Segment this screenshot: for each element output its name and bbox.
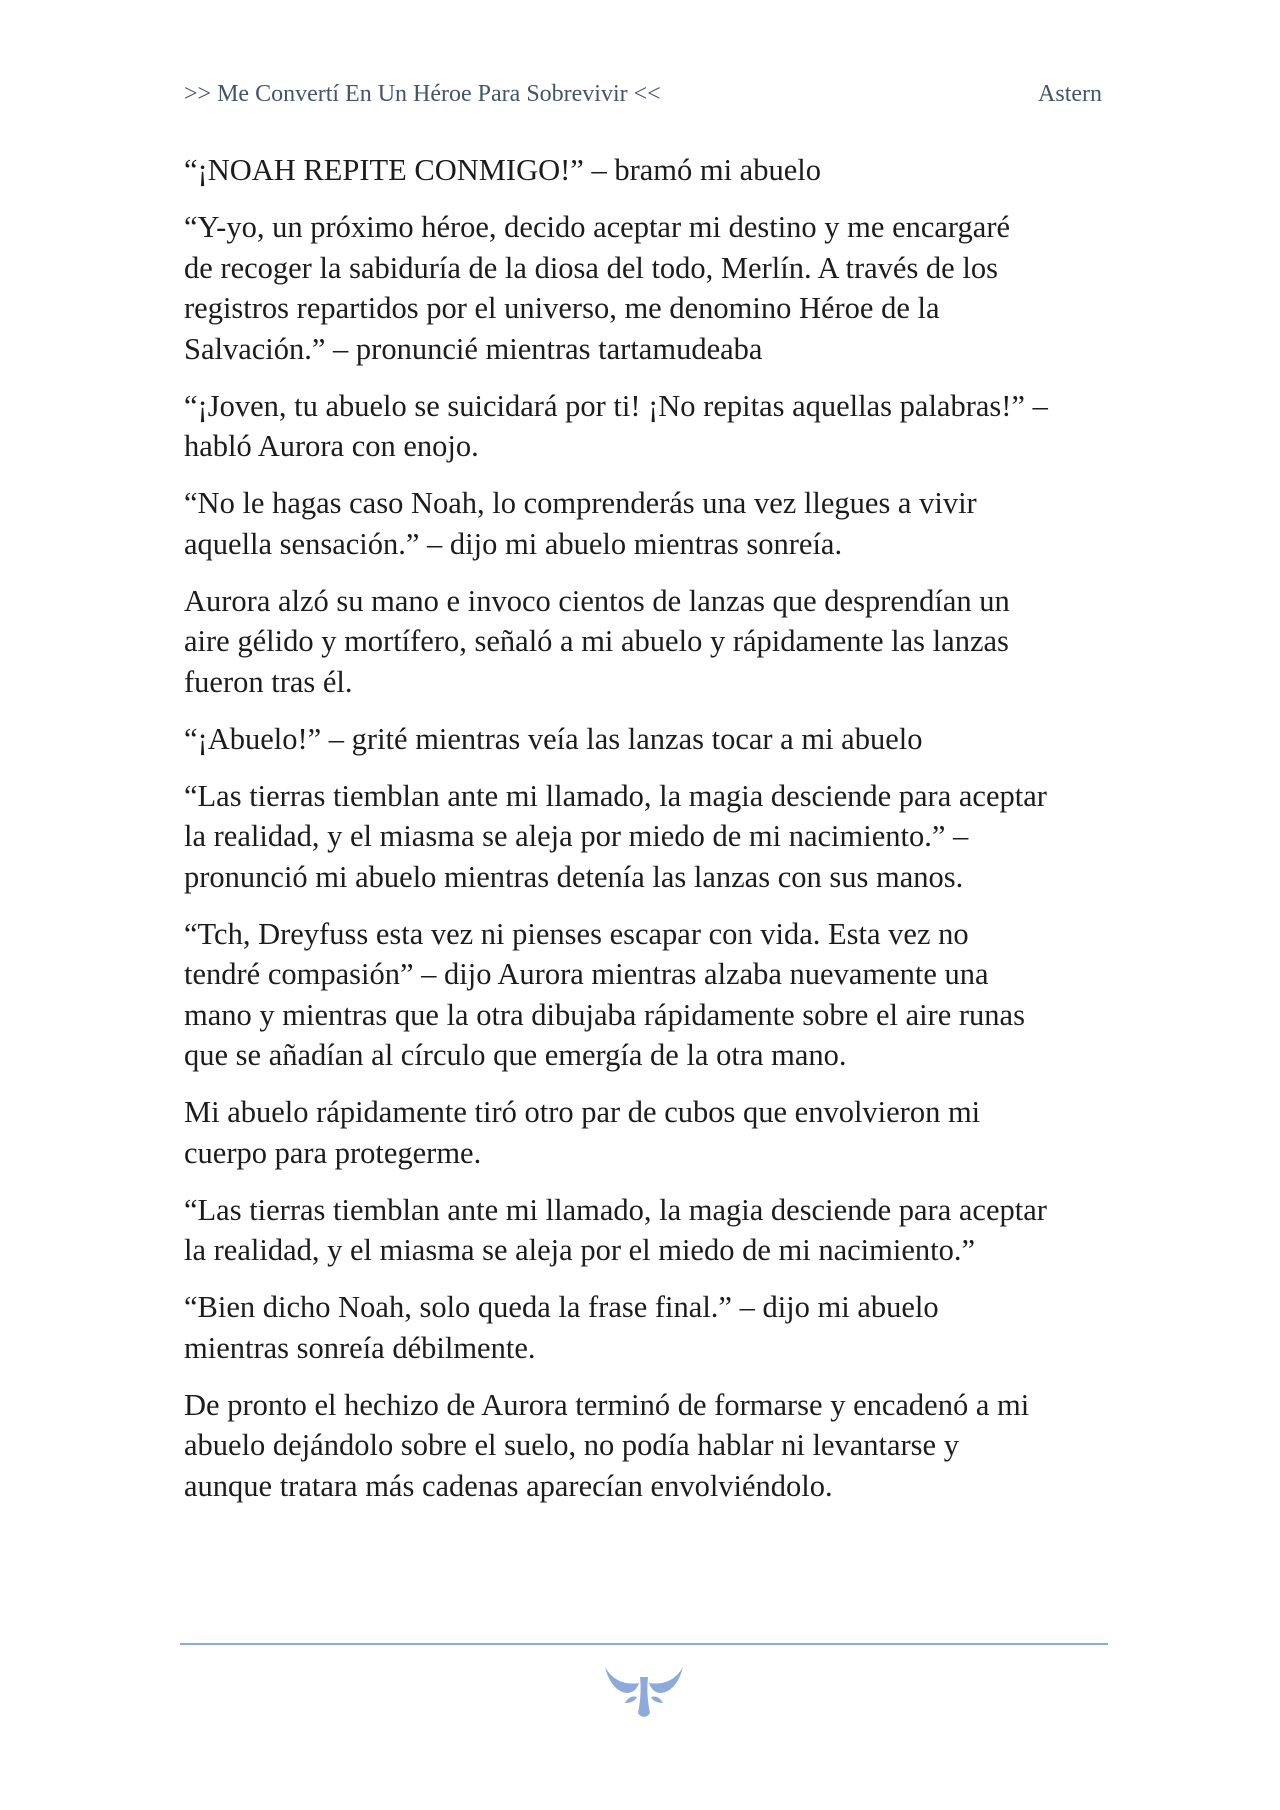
paragraph: Mi abuelo rápidamente tiró otro par de cubos que envolvieron mi cuerpo para protegerme. bbox=[184, 1095, 981, 1170]
paragraph: “¡NOAH REPITE CONMIGO!” – bramó mi abuelo bbox=[184, 153, 821, 187]
floral-ornament-icon bbox=[603, 1663, 685, 1719]
paragraph: “¡Joven, tu abuelo se suicidará por ti! ¡No repitas aquellas palabras!” – habló Aurora con enojo. bbox=[184, 388, 1048, 463]
book-title: >> Me Convertí En Un Héroe Para Sobrevivir << bbox=[184, 80, 661, 107]
footer-divider bbox=[180, 1643, 1108, 1645]
paragraph: “Tch, Dreyfuss esta vez ni pienses escapar con vida. Esta vez no tendré compasión” – dijo Aurora mientras alzaba nuevamente una mano y mientras que la otra dibujaba rápidamente sobre el aire runas que se añadían al círculo que emergía de la otra mano. bbox=[184, 916, 1025, 1072]
paragraph: “¡Abuelo!” – grité mientras veía las lanzas tocar a mi abuelo bbox=[184, 721, 923, 756]
paragraph: “Y-yo, un próximo héroe, decido aceptar mi destino y me encargaré de recoger la sabiduría de la diosa del todo, Merlín. A través de los registros repartidos por el universo, me denomino Héroe de la Salvación.” – pronuncié mientras tartamudeaba bbox=[184, 210, 1011, 366]
paragraph: “No le hagas caso Noah, lo comprenderás una vez llegues a vivir aquella sensación.” – dijo mi abuelo mientras sonreía. bbox=[184, 486, 977, 561]
paragraph: De pronto el hechizo de Aurora terminó de formarse y encadenó a mi abuelo dejándolo sobre el suelo, no podía hablar ni levantarse y aunque tratara más cadenas aparecían envolviéndolo. bbox=[184, 1387, 1030, 1503]
page-body bbox=[184, 150, 1102, 1523]
paragraph: “Las tierras tiemblan ante mi llamado, la magia desciende para aceptar la realidad, y el miasma se aleja por miedo de mi nacimiento.” – pronunció mi abuelo mientras detenía las lanzas con sus manos. bbox=[184, 778, 1047, 894]
paragraph: “Las tierras tiemblan ante mi llamado, la magia desciende para aceptar la realidad, y el miasma se aleja por el miedo de mi nacimiento.” bbox=[184, 1192, 1047, 1267]
author-name: Astern bbox=[1038, 80, 1102, 107]
page-header bbox=[184, 74, 1102, 114]
paragraph: “Bien dicho Noah, solo queda la frase final.” – dijo mi abuelo mientras sonreía débilmente. bbox=[184, 1290, 939, 1365]
paragraph: Aurora alzó su mano e invoco cientos de lanzas que desprendían un aire gélido y mortífero, señaló a mi abuelo y rápidamente las lanzas fueron tras él. bbox=[184, 583, 1010, 699]
